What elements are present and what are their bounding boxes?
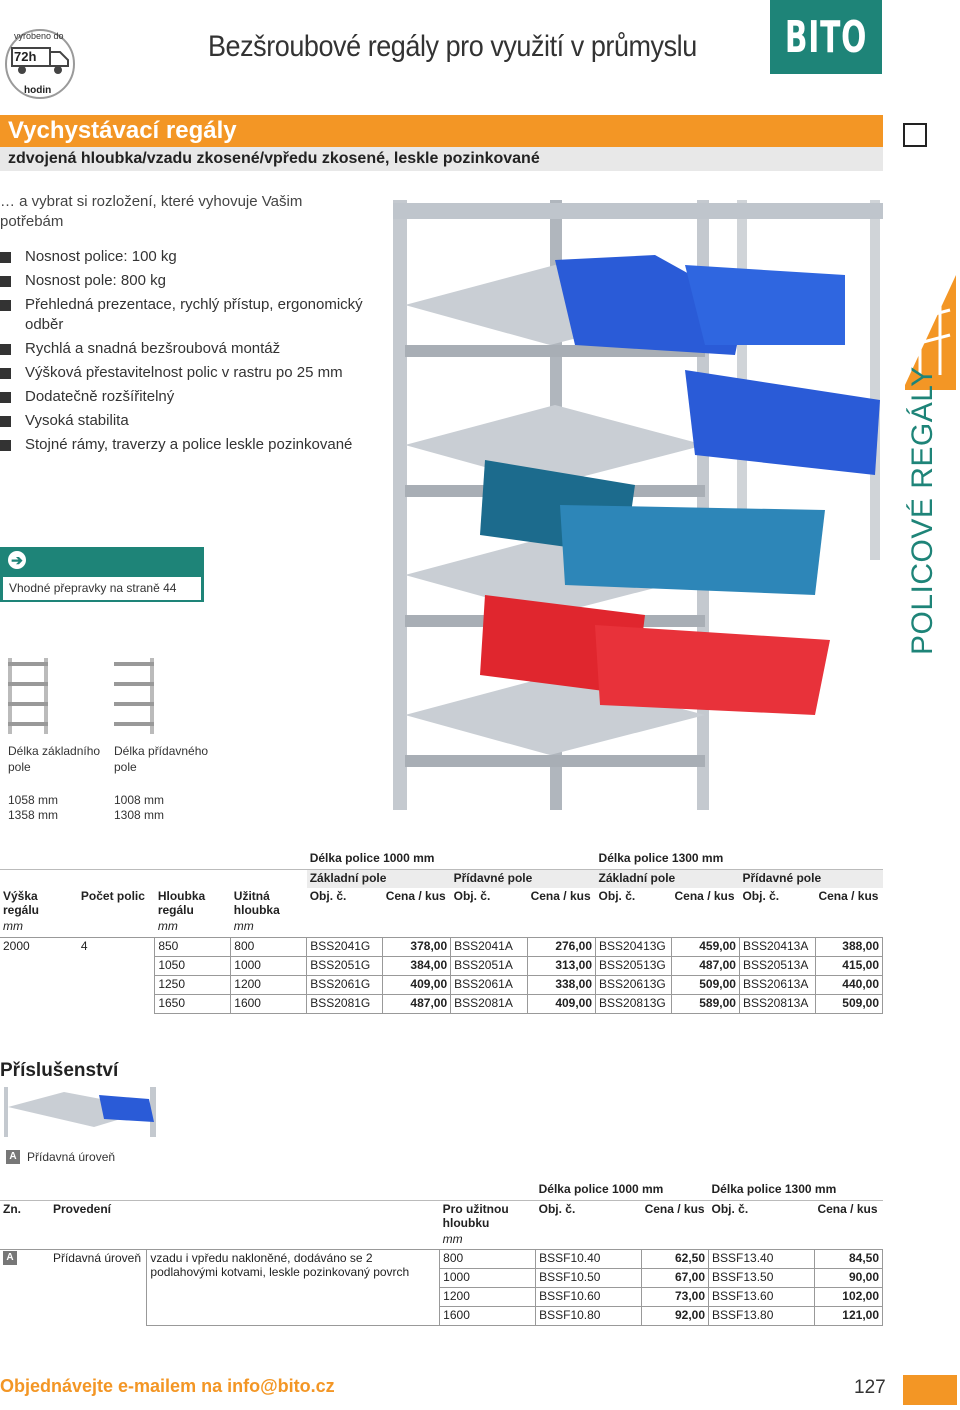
col-price: Cena / kus xyxy=(530,889,591,903)
price-table xyxy=(0,850,883,1014)
page-number: 127 xyxy=(854,1377,886,1398)
feature-list xyxy=(0,247,380,459)
feature-item: Nosnost police: 100 kg xyxy=(0,247,380,267)
feature-item: Stojné rámy, traverzy a police leskle pozinkované xyxy=(0,435,380,455)
table-row: 1250 1200 BSS2061G 409,00 BSS2061A 338,00 BSS20613G 509,00 BSS20613A 440,00 xyxy=(0,975,883,994)
accessory-table xyxy=(0,1181,883,1326)
side-tab-label: POLICOVÉ REGÁLY xyxy=(906,366,939,655)
intro-text: … a vybrat si rozložení, které vyhovuje Vašim potřebám xyxy=(0,193,303,230)
upright-back-2 xyxy=(870,200,880,560)
additional-level-thumbnail xyxy=(4,1087,158,1137)
page-title: Bezšroubové regály pro využití v průmyslu xyxy=(208,30,697,63)
upright-left xyxy=(393,200,407,810)
col-obj: Obj. č. xyxy=(453,889,491,903)
accessories-title: Příslušenství xyxy=(0,1060,119,1081)
group-1000-header: Délka police 1000 mm xyxy=(536,1181,709,1200)
col-depth: Hloubka regálu xyxy=(157,889,206,917)
table-row: A Přídavná úroveň vzadu i vpředu nakloněné, dodáváno se 2 podlahovými kotvami, leskle pozinkovaný povrch 800 BSSF10.40 62,50 BSSF13.40 84,50 xyxy=(0,1250,883,1269)
base-bay-header: Základní pole xyxy=(596,869,740,888)
col-obj: Obj. č. xyxy=(711,1201,749,1216)
shelving-product-image xyxy=(385,195,885,825)
col-price: Cena / kus xyxy=(674,889,735,903)
col-useful: Užitná hloubka xyxy=(233,889,280,917)
add-bay-header: Přídavné pole xyxy=(451,869,596,888)
bullet-icon xyxy=(0,344,11,355)
bullet-icon xyxy=(0,392,11,403)
bullet-icon xyxy=(0,440,11,451)
add-length-label: Délka přídavného pole xyxy=(114,744,209,774)
col-price: Cena / kus xyxy=(818,889,879,903)
unit: mm xyxy=(157,919,178,933)
item-a-badge: A xyxy=(3,1251,17,1265)
teal-crate-2 xyxy=(560,505,825,595)
bullet-icon xyxy=(0,416,11,427)
group-1300-header: Délka police 1300 mm xyxy=(709,1181,883,1200)
col-obj: Obj. č. xyxy=(538,1201,576,1216)
table-row: 1650 1600 BSS2081G 487,00 BSS2081A 409,00 BSS20813G 589,00 BSS20813A 509,00 xyxy=(0,994,883,1013)
feature-item: Výšková přestavitelnost polic v rastru po 25 mm xyxy=(0,363,380,383)
group-1000-header: Délka police 1000 mm xyxy=(307,850,596,869)
add-bay-header: Přídavné pole xyxy=(739,869,882,888)
section-subtitle: zdvojená hloubka/vzadu zkosené/vpředu zkosené, leskle pozinkované xyxy=(8,150,540,167)
top-beam xyxy=(393,203,883,219)
count-cell: 4 xyxy=(78,937,155,956)
selection-checkbox[interactable] xyxy=(903,123,927,147)
feature-item: Dodatečně rozšířitelný xyxy=(0,387,380,407)
col-price: Cena / kus xyxy=(644,1201,705,1216)
badge-top-text: vyrobeno do xyxy=(14,31,64,41)
feature-item: Rychlá a snadná bezšroubová montáž xyxy=(0,339,380,359)
base-bay-header: Základní pole xyxy=(307,869,451,888)
bito-logo xyxy=(770,0,882,74)
bullet-icon xyxy=(0,252,11,263)
col-count: Počet polic xyxy=(80,889,145,903)
col-obj: Obj. č. xyxy=(742,889,780,903)
bullet-icon xyxy=(0,276,11,287)
bullet-icon xyxy=(0,368,11,379)
arrow-right-icon: ➔ xyxy=(8,551,26,569)
table-row: 1050 1000 BSS2051G 384,00 BSS2051A 313,00 BSS20513G 487,00 BSS20513A 415,00 xyxy=(0,956,883,975)
col-obj: Obj. č. xyxy=(598,889,636,903)
unit: mm xyxy=(3,919,23,933)
col-height: Výška regálu xyxy=(3,889,40,917)
col-design: Provedení xyxy=(52,1201,111,1216)
bullet-icon xyxy=(0,300,11,311)
unit: mm xyxy=(233,919,254,933)
item-description: vzadu i vpředu nakloněné, dodáváno se 2 podlahovými kotvami, leskle pozinkovaný povrch xyxy=(147,1250,440,1326)
red-crate-2 xyxy=(595,625,830,715)
table-row: 1000 BSSF10.50 67,00 BSSF13.50 90,00 xyxy=(0,1269,883,1288)
tip-link[interactable]: Vhodné přepravky na straně 44 xyxy=(9,581,177,595)
feature-item: Přehledná prezentace, rychlý přístup, ergonomický odběr xyxy=(0,295,380,335)
base-length-label: Délka základního pole xyxy=(8,744,101,774)
base-length-values: 1058 mm 1358 mm xyxy=(8,793,59,822)
add-length-values: 1008 mm 1308 mm xyxy=(114,793,165,822)
logo-text: BITO xyxy=(784,12,868,63)
accessory-label: Přídavná úroveň xyxy=(27,1150,116,1164)
feature-item: Nosnost pole: 800 kg xyxy=(0,271,380,291)
unit: mm xyxy=(442,1231,463,1246)
footer-email-link[interactable]: Objednávejte e-mailem na info@bito.cz xyxy=(0,1376,335,1396)
col-obj: Obj. č. xyxy=(309,889,347,903)
col-price: Cena / kus xyxy=(817,1201,878,1216)
badge-bottom-text: hodin xyxy=(24,85,52,96)
col-zn: Zn. xyxy=(3,1201,21,1216)
item-a-badge: A xyxy=(6,1150,20,1164)
badge-hours: 72h xyxy=(14,49,37,64)
shelf-4-front xyxy=(405,755,705,767)
table-row: 1600 BSSF10.80 92,00 BSSF13.80 121,00 xyxy=(0,1307,883,1326)
section-title: Vychystávací regály xyxy=(8,117,237,144)
col-depth: Pro užitnou hloubku xyxy=(442,1201,509,1230)
table-row: 1200 BSSF10.60 73,00 BSSF13.60 102,00 xyxy=(0,1288,883,1307)
blue-crate-2 xyxy=(685,265,845,345)
footer-accent-box xyxy=(903,1375,957,1405)
base-bay-icon xyxy=(6,656,50,736)
group-1300-header: Délka police 1300 mm xyxy=(596,850,883,869)
table-row: 2000 4 850 800 BSS2041G 378,00 BSS2041A 276,00 BSS20413G 459,00 BSS20413A 388,00 xyxy=(0,937,883,956)
height-cell: 2000 xyxy=(0,937,78,956)
col-price: Cena / kus xyxy=(385,889,446,903)
item-name: Přídavná úroveň xyxy=(50,1250,147,1326)
feature-item: Vysoká stabilita xyxy=(0,411,380,431)
additional-bay-icon xyxy=(112,656,156,736)
